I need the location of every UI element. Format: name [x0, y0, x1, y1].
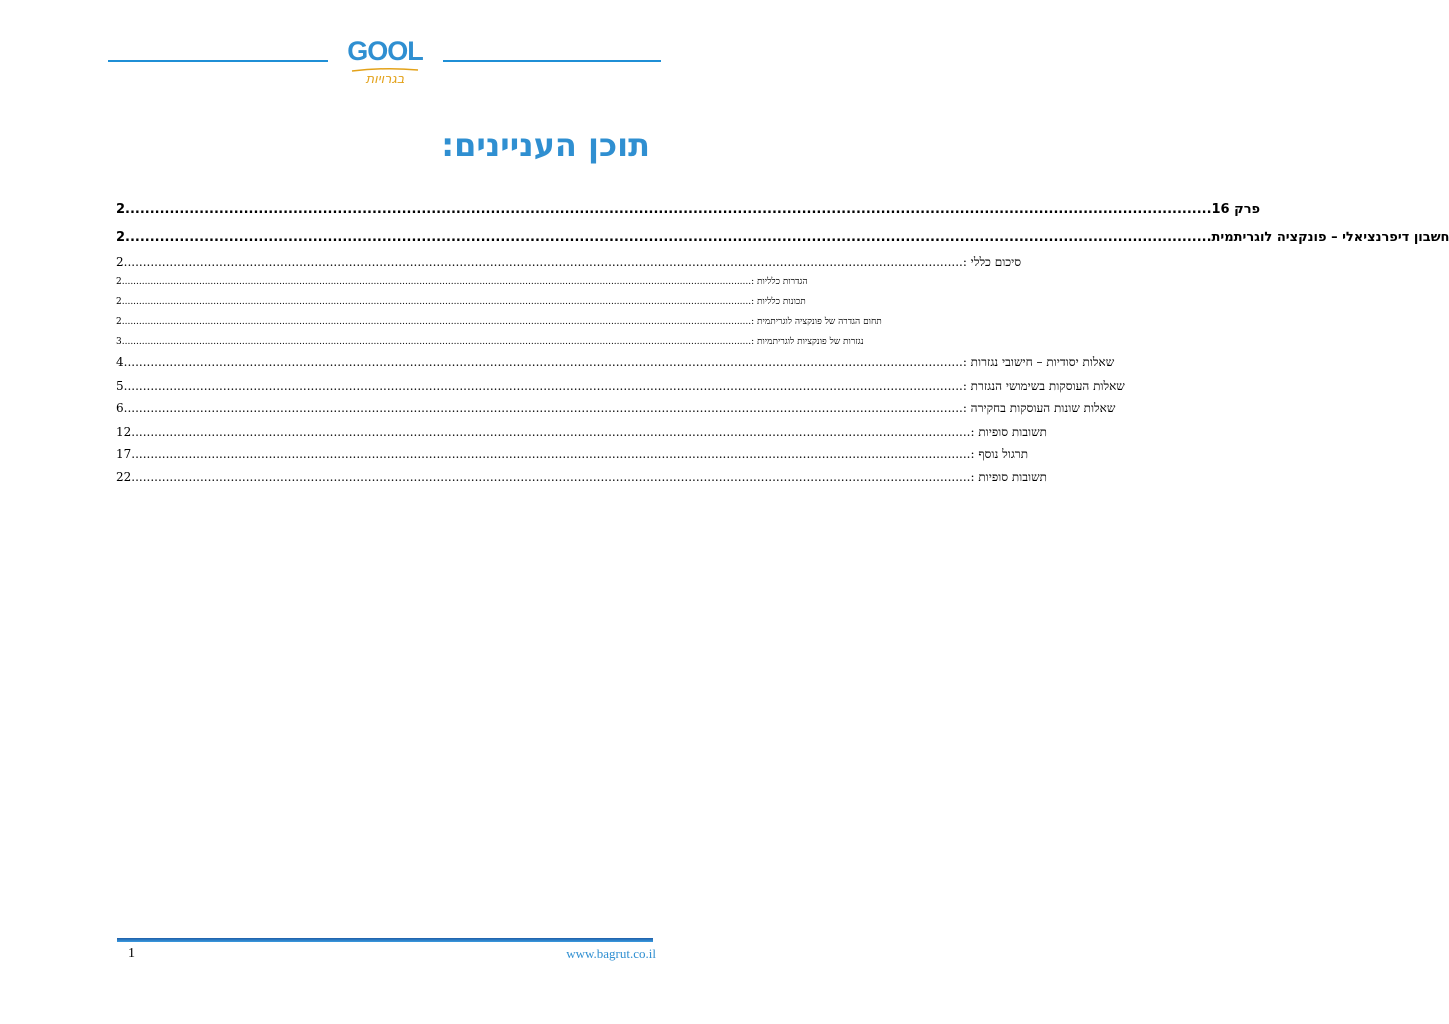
toc-leader-dots: ............................................................................................................................................................................................................................: [131, 447, 971, 461]
toc-entry[interactable]: [116, 255, 1022, 270]
toc-page-number: 3: [116, 337, 122, 347]
toc-entry-label: סיכום כללי :: [962, 255, 1022, 269]
toc-leader-dots: ............................................................................................................................................................................................................................: [123, 355, 963, 369]
toc-entry[interactable]: [116, 425, 1047, 440]
toc-entry[interactable]: [116, 276, 808, 287]
footer-url[interactable]: www.bagrut.co.il: [566, 946, 656, 961]
toc-entry-label: הגדרות כלליות :: [751, 277, 808, 287]
toc-page-number: 2: [116, 202, 126, 217]
toc-entry-label: תכונות כלליות :: [751, 297, 806, 307]
toc-entry[interactable]: [116, 470, 1047, 485]
toc-page-number: 17: [116, 447, 132, 461]
toc-leader-dots: ............................................................................................................................................................................................................................: [131, 470, 971, 484]
toc-leader-dots: ............................................................................................................................................................................................................................: [123, 379, 963, 393]
toc-entry-label: נגזרות של פונקציות לוגריתמיות :: [751, 337, 864, 347]
footer-page-number: 1: [128, 946, 135, 961]
header-rule-right: [443, 60, 661, 62]
toc-leader-dots: ............................................................................................................................................................................................................................: [131, 425, 971, 439]
page-title: תוכן העניינים:: [441, 126, 650, 164]
toc-entry[interactable]: [116, 401, 1116, 416]
toc-leader-dots: ............................................................................................................................................................................................................................: [121, 277, 752, 287]
toc-entry[interactable]: [116, 230, 1449, 245]
toc-page-number: 2: [116, 277, 122, 287]
toc-leader-dots: ............................................................................................................................................................................................................................: [125, 202, 1212, 217]
toc-entry-label: תרגול נוסף :: [970, 447, 1029, 461]
toc-entry[interactable]: [116, 296, 806, 307]
toc-entry-label: שאלות שונות העוסקות בחקירה :: [962, 401, 1116, 415]
logo-subtitle: בגרויות: [365, 72, 405, 87]
logo-wordmark: GOOL: [347, 36, 423, 66]
toc-entry[interactable]: [116, 355, 1115, 370]
toc-entry-label: פרק 16: [1211, 202, 1261, 217]
toc-entry[interactable]: [116, 336, 864, 347]
toc-entry[interactable]: [116, 447, 1029, 462]
header-rule-left: [108, 60, 328, 62]
toc-leader-dots: ............................................................................................................................................................................................................................: [121, 297, 752, 307]
toc-entry-label: תשובות סופיות :: [970, 425, 1047, 439]
toc-leader-dots: ............................................................................................................................................................................................................................: [123, 401, 963, 415]
toc-page-number: 22: [116, 470, 132, 484]
toc-leader-dots: ............................................................................................................................................................................................................................: [121, 317, 752, 327]
footer-rule: [117, 938, 653, 942]
toc-entry[interactable]: [116, 379, 1125, 394]
toc-entry[interactable]: [116, 202, 1261, 217]
toc-leader-dots: ............................................................................................................................................................................................................................: [125, 230, 1212, 245]
toc-page-number: 2: [116, 255, 124, 269]
toc-leader-dots: ............................................................................................................................................................................................................................: [123, 255, 963, 269]
logo-swoosh-icon: [350, 67, 420, 73]
toc-entry-label: שאלות יסודיות – חישובי נגזרות :: [962, 355, 1115, 369]
toc-page-number: 2: [116, 230, 126, 245]
toc-page-number: 4: [116, 355, 124, 369]
toc-leader-dots: ............................................................................................................................................................................................................................: [121, 337, 752, 347]
toc-entry-label: שאלות העוסקות בשימושי הנגזרת :: [962, 379, 1125, 393]
toc-entry-label: תשובות סופיות :: [970, 470, 1047, 484]
gool-logo: [336, 36, 434, 96]
toc-entry-label: תחום הגדרה של פונקציה לוגריתמית :: [751, 317, 882, 327]
toc-page-number: 2: [116, 297, 122, 307]
toc-page-number: 12: [116, 425, 132, 439]
toc-page-number: 6: [116, 401, 124, 415]
toc-page-number: 2: [116, 317, 122, 327]
toc-page-number: 5: [116, 379, 124, 393]
toc-entry[interactable]: [116, 316, 882, 327]
toc-entry-label: חשבון דיפרנציאלי – פונקציה לוגריתמית: [1211, 230, 1449, 245]
